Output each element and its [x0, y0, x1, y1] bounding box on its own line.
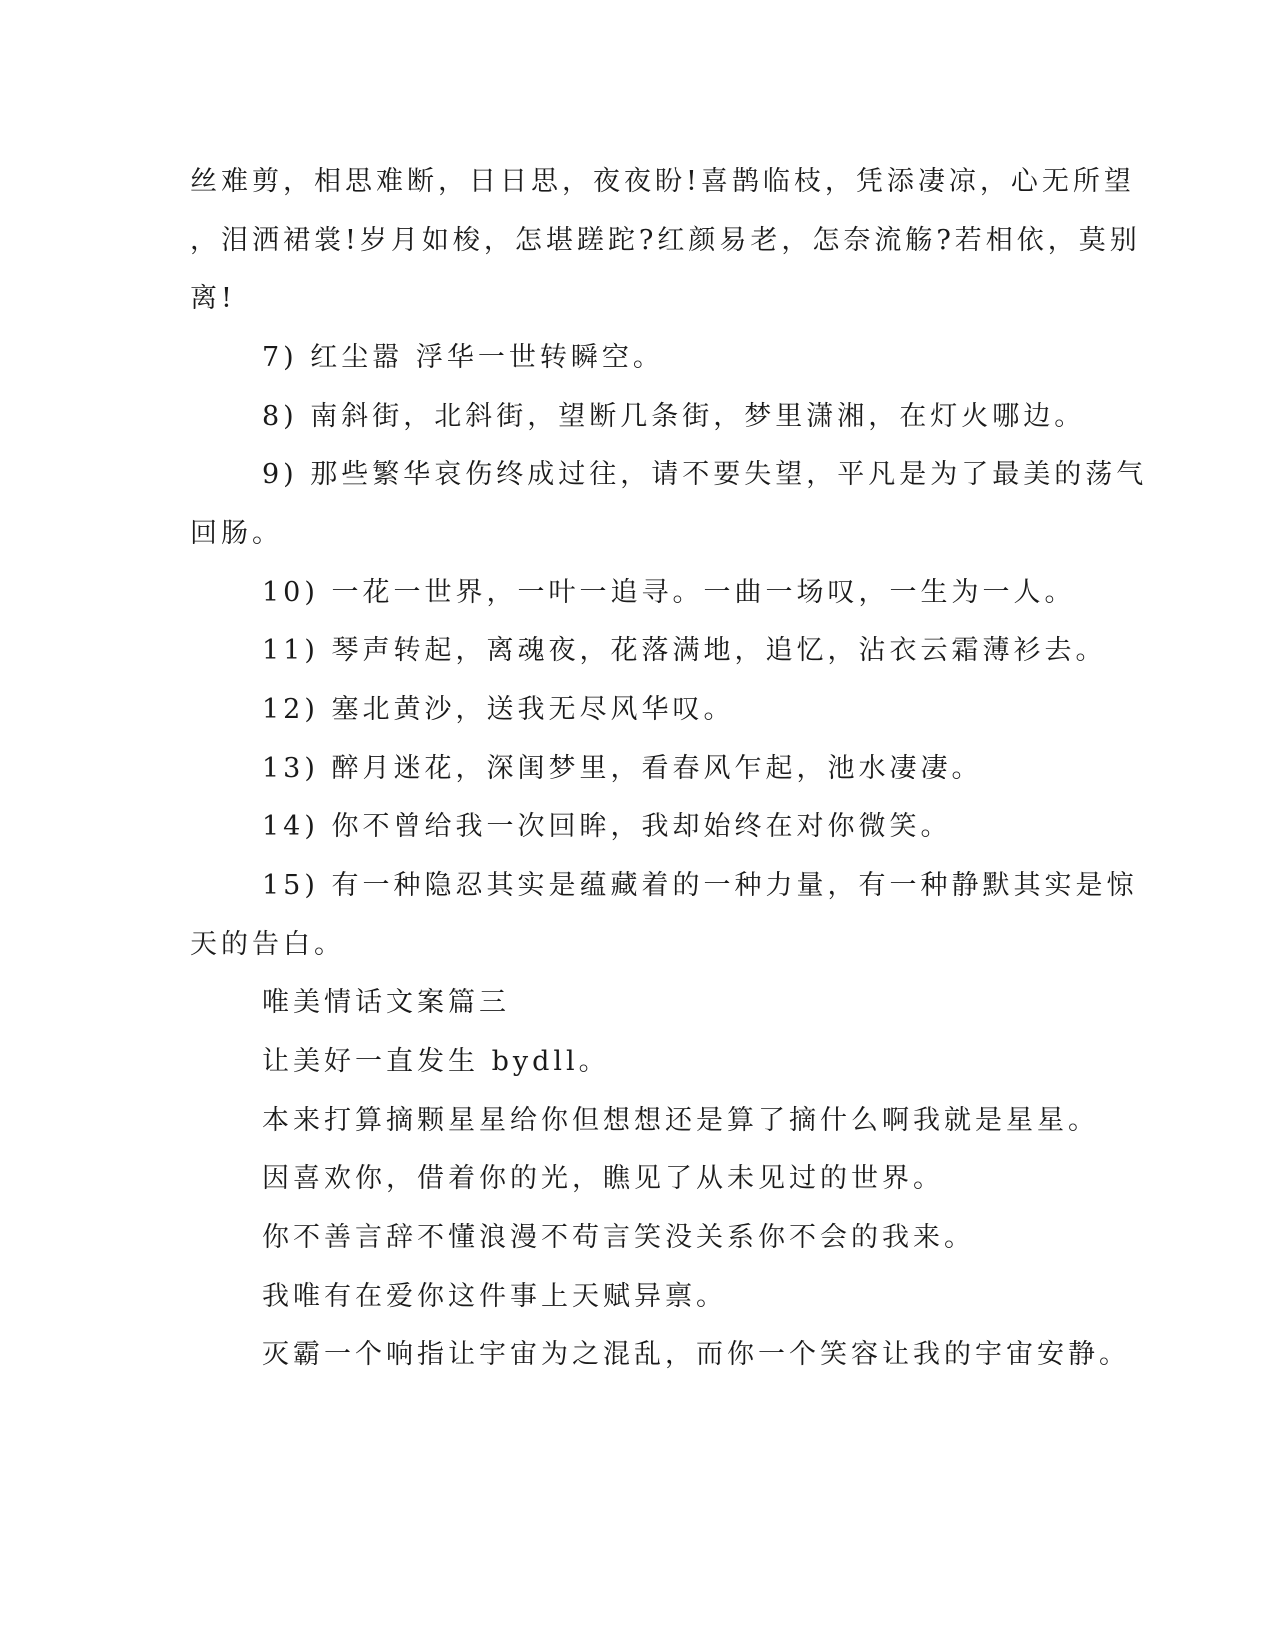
text-line: 本来打算摘颗星星给你但想想还是算了摘什么啊我就是星星。	[262, 1105, 1099, 1136]
text-line: 15) 有一种隐忍其实是蕴藏着的一种力量，有一种静默其实是惊	[262, 870, 1138, 901]
text-line: 让美好一直发生 bydll。	[262, 1046, 610, 1077]
text-line: 8) 南斜街，北斜街，望断几条街，梦里潇湘，在灯火哪边。	[262, 401, 1086, 432]
text-line: 14) 你不曾给我一次回眸，我却始终在对你微笑。	[262, 811, 952, 842]
text-line: 因喜欢你，借着你的光，瞧见了从未见过的世界。	[262, 1163, 944, 1194]
text-line: 丝难剪，相思难断，日日思，夜夜盼!喜鹊临枝，凭添凄凉，心无所望	[190, 166, 1135, 197]
text-line: 你不善言辞不懂浪漫不苟言笑没关系你不会的我来。	[262, 1222, 975, 1253]
text-line: 灭霸一个响指让宇宙为之混乱，而你一个笑容让我的宇宙安静。	[262, 1339, 1130, 1370]
section-heading: 唯美情话文案篇三	[262, 987, 510, 1018]
text-line: 9) 那些繁华哀伤终成过往，请不要失望，平凡是为了最美的荡气	[262, 459, 1148, 490]
text-line: 回肠。	[190, 518, 283, 549]
text-line: 10) 一花一世界，一叶一追寻。一曲一场叹，一生为一人。	[262, 577, 1076, 608]
text-line: 13) 醉月迷花，深闺梦里，看春风乍起，池水凄凄。	[262, 753, 983, 784]
text-line: ，泪洒裙裳!岁月如梭，怎堪蹉跎?红颜易老，怎奈流觞?若相依，莫别	[190, 225, 1141, 256]
text-line: 7) 红尘嚣 浮华一世转瞬空。	[262, 342, 664, 373]
text-line: 我唯有在爱你这件事上天赋异禀。	[262, 1281, 727, 1312]
text-line: 11) 琴声转起，离魂夜，花落满地，追忆，沾衣云霜薄衫去。	[262, 635, 1107, 666]
text-line: 离!	[190, 283, 236, 314]
text-line: 天的告白。	[190, 929, 345, 960]
text-line: 12) 塞北黄沙，送我无尽风华叹。	[262, 694, 735, 725]
